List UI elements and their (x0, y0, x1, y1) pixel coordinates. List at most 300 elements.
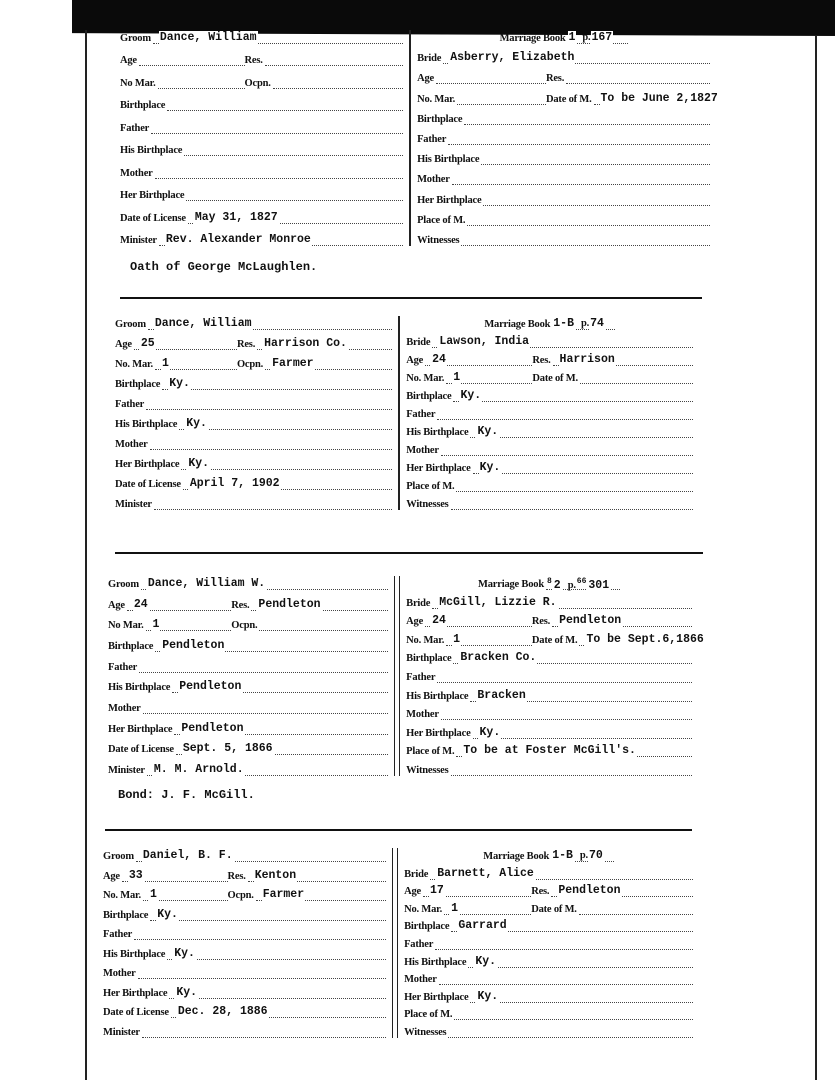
field-label: Date of License (103, 1007, 169, 1019)
bride-field-date-of-m (545, 91, 718, 105)
field-value: Dec. 28, 1886 (177, 1005, 268, 1019)
book-number: 2 (553, 578, 561, 592)
bride-field-row (406, 595, 692, 609)
marriage-book (483, 849, 614, 862)
dotted-leader (566, 71, 710, 84)
field-label: Father (406, 671, 436, 683)
dotted-leader (265, 357, 392, 370)
bride-field-row (404, 954, 693, 968)
bride-column (398, 848, 693, 1038)
field-label: Date of M. (545, 93, 592, 105)
dotted-leader (594, 91, 718, 105)
bride-field-row (406, 743, 692, 757)
field-label: Her Birthplace (417, 194, 482, 206)
dotted-leader (452, 172, 710, 185)
field-value: Daniel, B. F. (142, 849, 233, 862)
page-left-edge (85, 30, 87, 1080)
groom-field-row (103, 907, 386, 921)
dotted-leader (174, 722, 388, 735)
groom-field-row (120, 232, 403, 246)
dotted-leader (162, 377, 392, 390)
bride-field-her-birthplace (406, 461, 693, 474)
bride-field-row (406, 352, 693, 366)
field-label: Minister (115, 499, 152, 510)
groom-field-ocpn (245, 76, 404, 89)
field-label: Birthplace (115, 379, 161, 390)
bride-field-age (404, 884, 531, 897)
groom-field-groom (103, 849, 386, 862)
dotted-leader (181, 457, 392, 470)
field-label: Mother (108, 702, 141, 714)
field-label: Father (108, 661, 138, 673)
marriage-record-2 (115, 316, 693, 510)
field-value: 24 (432, 353, 446, 366)
dotted-leader (425, 614, 532, 627)
bride-field-row (406, 650, 692, 664)
bride-field-res (531, 884, 693, 897)
page-number: 167 (591, 31, 613, 44)
book-note: 8 (546, 577, 552, 586)
groom-field-row (108, 659, 388, 673)
field-label: His Birthplace (406, 427, 469, 438)
field-label: His Birthplace (108, 682, 171, 694)
dotted-leader (470, 425, 693, 438)
bride-field-row (406, 460, 693, 474)
dotted-leader (153, 31, 403, 44)
marriage-book-row (406, 576, 692, 590)
field-label: Place of M. (406, 481, 455, 492)
field-label: Father (406, 409, 436, 420)
field-label: Date of M. (532, 373, 578, 384)
groom-field-age (103, 869, 228, 882)
field-value: Ky. (157, 907, 178, 921)
field-value: 17 (430, 884, 444, 898)
bride-field-row (406, 688, 692, 702)
field-label: His Birthplace (103, 948, 166, 960)
field-value: Pendleton (258, 597, 321, 611)
field-label: Father (120, 122, 150, 134)
field-value: 33 (128, 868, 143, 882)
groom-field-row (120, 187, 403, 201)
field-label: Birthplace (120, 100, 166, 112)
field-label: Res. (231, 599, 250, 611)
field-label: Her Birthplace (406, 727, 471, 739)
field-label: Marriage Book (483, 851, 550, 862)
groom-field-age (120, 53, 245, 66)
groom-field-row (103, 926, 386, 940)
dotted-leader (136, 849, 386, 862)
field-label: Age (115, 339, 132, 350)
groom-field-date-of-license (108, 742, 388, 755)
field-value: May 31, 1827 (194, 210, 278, 224)
marriage-record-1 (120, 30, 718, 246)
page-note: 66 (576, 577, 587, 586)
dotted-leader (461, 233, 710, 246)
field-value: 1 (453, 371, 461, 384)
groom-field-row (120, 52, 403, 66)
bride-field-witnesses (404, 1025, 693, 1038)
field-value: Dance, William (154, 317, 252, 330)
groom-field-father (120, 121, 403, 134)
bride-field-row (417, 111, 710, 125)
field-label: Bride (417, 53, 442, 65)
dotted-leader (444, 902, 531, 915)
dotted-leader (143, 701, 389, 714)
dotted-leader (448, 1025, 693, 1038)
groom-field-row (108, 638, 388, 652)
field-value: M. M. Arnold. (153, 762, 244, 776)
bride-field-res (532, 614, 692, 627)
bride-field-row (417, 232, 710, 246)
groom-field-row (115, 316, 392, 330)
bride-field-father (406, 407, 693, 420)
groom-field-minister (120, 233, 403, 246)
groom-field-row (120, 210, 403, 224)
field-value: 1 (149, 888, 157, 902)
dotted-leader (251, 598, 388, 611)
groom-field-res (245, 53, 404, 66)
dotted-leader (139, 53, 245, 66)
field-label: Date of License (108, 744, 174, 756)
field-label: No. Mar. (115, 359, 153, 370)
field-value: Ky. (477, 989, 499, 1003)
bride-field-row (406, 334, 693, 348)
field-value: Pendleton (181, 721, 244, 735)
groom-field-res (228, 869, 387, 882)
bride-field-father (406, 670, 692, 683)
dotted-leader (155, 357, 237, 370)
field-value: Dance, William W. (147, 577, 266, 590)
field-value: Harrison (559, 353, 615, 366)
groom-field-row (103, 946, 386, 960)
field-value: Asberry, Elizabeth (450, 51, 575, 65)
field-label: Mother (404, 974, 437, 986)
dotted-leader (155, 639, 388, 652)
dotted-leader (141, 577, 388, 590)
groom-field-groom (120, 31, 403, 44)
bride-field-witnesses (406, 497, 693, 510)
groom-field-ocpn (237, 357, 392, 370)
bride-field-his-birthplace (406, 425, 693, 438)
field-label: Minister (120, 234, 157, 246)
field-label: Age (404, 886, 421, 898)
groom-field-groom (108, 577, 388, 590)
dotted-leader (446, 371, 532, 384)
field-value: Sept. 5, 1866 (182, 742, 273, 756)
dotted-leader (172, 680, 388, 693)
dotted-leader (454, 1007, 693, 1020)
dotted-leader (159, 233, 403, 246)
field-label: No Mar. (108, 620, 144, 632)
dotted-leader (483, 193, 710, 206)
field-value: Ky. (174, 946, 195, 960)
dotted-leader (464, 112, 710, 125)
dotted-leader (579, 902, 693, 915)
groom-column (103, 848, 392, 1038)
dotted-leader (451, 763, 693, 776)
bride-field-bride (404, 867, 693, 880)
bride-field-row (406, 406, 693, 420)
field-value: 24 (133, 597, 148, 611)
field-label: Witnesses (406, 764, 449, 776)
bride-field-his-birthplace (406, 689, 692, 702)
dotted-leader (457, 92, 546, 105)
field-label: Father (115, 399, 145, 410)
groom-field-row (115, 416, 392, 430)
bride-field-row (404, 901, 693, 915)
field-label: Witnesses (417, 234, 460, 246)
dotted-leader (148, 317, 392, 330)
dotted-leader (451, 919, 693, 932)
field-value: Harrison Co. (264, 337, 347, 350)
marriage-record-3 (108, 576, 704, 776)
groom-field-row (115, 456, 392, 470)
field-label: Birthplace (406, 653, 452, 665)
marriage-book-row (404, 848, 693, 862)
field-label: Res. (545, 73, 565, 85)
groom-field-row (120, 142, 403, 156)
dotted-leader (167, 947, 386, 960)
dotted-leader (456, 479, 693, 492)
groom-field-row (115, 396, 392, 410)
field-label: Ocpn. (236, 359, 264, 370)
bride-field-row (406, 442, 693, 456)
field-label: Minister (108, 764, 145, 776)
groom-field-no-mar (103, 888, 228, 901)
bride-field-row (404, 918, 693, 932)
groom-field-her-birthplace (115, 457, 392, 470)
groom-field-minister (103, 1025, 386, 1038)
field-label: Mother (406, 709, 439, 721)
bride-field-row (404, 989, 693, 1003)
dotted-leader (470, 990, 693, 1003)
field-label: No Mar. (120, 77, 156, 89)
bride-field-witnesses (417, 233, 710, 246)
field-value: Dance, William (159, 31, 257, 44)
field-value: Ky. (176, 985, 198, 999)
field-value: Bracken Co. (460, 651, 537, 665)
groom-field-mother (108, 701, 388, 714)
dotted-leader (425, 353, 532, 366)
bride-field-her-birthplace (404, 990, 693, 1003)
bride-field-row (417, 192, 710, 206)
field-label: Res. (531, 886, 550, 898)
book-number: 1 (568, 31, 576, 44)
dotted-leader (158, 76, 245, 89)
page-label: p. (580, 318, 590, 329)
bride-field-no-mar (406, 633, 532, 646)
dotted-leader (436, 71, 546, 84)
field-label: No. Mar. (417, 93, 456, 105)
groom-field-date-of-license (120, 211, 403, 224)
bride-field-father (404, 937, 693, 950)
dotted-leader (167, 98, 403, 111)
field-value: Pendleton (179, 680, 242, 694)
groom-field-father (115, 397, 392, 410)
bride-field-place-of-m (417, 213, 710, 226)
field-value: 1 (152, 618, 160, 632)
bride-field-row (406, 669, 692, 683)
groom-field-row (103, 868, 386, 882)
page-number: 74 (590, 317, 604, 330)
groom-field-row (103, 1024, 386, 1038)
marriage-book (478, 577, 620, 590)
groom-field-row (115, 496, 392, 510)
field-label: Her Birthplace (108, 723, 173, 735)
bride-field-row (406, 496, 693, 510)
field-value: Ky. (186, 417, 207, 430)
field-label: Res. (531, 616, 551, 628)
dotted-leader (256, 888, 386, 901)
field-label: His Birthplace (120, 145, 183, 157)
groom-field-row (115, 436, 392, 450)
bride-field-row (406, 706, 692, 720)
field-label: Place of M. (404, 1009, 453, 1021)
dotted-leader (423, 884, 531, 897)
field-label: His Birthplace (115, 419, 178, 430)
groom-field-minister (115, 497, 392, 510)
field-label: Place of M. (417, 214, 466, 226)
field-label: Mother (120, 167, 153, 179)
groom-field-row (120, 30, 403, 44)
dotted-leader (553, 353, 693, 366)
page-number: 70 (589, 849, 603, 862)
groom-field-birthplace (120, 98, 403, 111)
dotted-leader (138, 966, 386, 979)
groom-field-his-birthplace (115, 417, 392, 430)
bride-field-row (417, 212, 710, 226)
field-label: Father (404, 938, 434, 950)
dotted-leader (443, 51, 710, 64)
groom-field-row (120, 75, 403, 89)
field-label: Witnesses (406, 499, 449, 510)
dotted-leader (171, 1005, 386, 1018)
field-label: Birthplace (404, 921, 450, 933)
dotted-leader (451, 497, 693, 510)
bride-field-bride (406, 335, 693, 348)
dotted-leader (437, 407, 693, 420)
groom-field-his-birthplace (108, 680, 388, 693)
groom-field-birthplace (108, 639, 388, 652)
groom-field-row (108, 741, 388, 755)
bride-field-bride (417, 51, 710, 64)
field-label: Birthplace (103, 909, 149, 921)
groom-field-row (108, 597, 388, 611)
bride-field-her-birthplace (417, 193, 710, 206)
field-value: McGill, Lizzie R. (439, 595, 557, 609)
field-label: Res. (236, 339, 256, 350)
dotted-leader (150, 437, 393, 450)
marriage-book (500, 31, 628, 44)
bride-field-his-birthplace (404, 955, 693, 968)
field-label: No. Mar. (406, 373, 445, 384)
groom-field-no-mar (120, 76, 245, 89)
bride-field-birthplace (404, 919, 693, 932)
field-label: Ocpn. (244, 77, 271, 89)
bride-field-place-of-m (406, 479, 693, 492)
bride-field-row (417, 70, 710, 84)
groom-field-row (103, 848, 386, 862)
field-label: Mother (406, 445, 439, 456)
bride-field-no-mar (417, 92, 546, 105)
groom-field-row (108, 679, 388, 693)
groom-field-age (115, 337, 237, 350)
bride-field-row (404, 1024, 693, 1038)
page-label: p. (567, 579, 576, 591)
dotted-leader (179, 417, 392, 430)
field-label: Minister (103, 1026, 140, 1038)
bride-field-witnesses (406, 763, 692, 776)
field-value: 1 (453, 632, 461, 646)
bride-field-mother (404, 972, 693, 985)
dotted-leader (551, 849, 614, 862)
groom-field-row (103, 887, 386, 901)
record-separator (120, 297, 702, 299)
bride-field-row (417, 131, 710, 145)
bride-field-row (406, 424, 693, 438)
field-label: Bride (406, 337, 431, 348)
field-label: Father (103, 929, 133, 941)
field-label: No. Mar. (404, 903, 443, 915)
dotted-leader (552, 614, 692, 627)
bride-field-bride (406, 596, 692, 609)
bride-field-mother (406, 707, 692, 720)
book-number: 1-B (552, 849, 573, 862)
page-number: 301 (588, 578, 610, 592)
bride-field-place-of-m (404, 1007, 693, 1020)
page-label: p. (582, 32, 591, 43)
field-value: Ky. (477, 425, 499, 438)
bride-column (411, 30, 718, 246)
groom-field-row (115, 336, 392, 350)
dotted-leader (184, 143, 403, 156)
dotted-leader (273, 76, 403, 89)
field-label: His Birthplace (406, 690, 469, 702)
groom-field-groom (115, 317, 392, 330)
record-note-3: Bond: J. F. McGill. (118, 788, 255, 802)
groom-field-her-birthplace (103, 986, 386, 999)
field-value: April 7, 1902 (189, 477, 280, 490)
bride-field-row (417, 151, 710, 165)
dotted-leader (155, 166, 403, 179)
groom-field-his-birthplace (103, 947, 386, 960)
field-label: His Birthplace (417, 154, 480, 166)
groom-field-her-birthplace (108, 722, 388, 735)
groom-field-mother (103, 966, 386, 979)
groom-field-date-of-license (103, 1005, 386, 1018)
groom-field-res (231, 598, 388, 611)
field-label: Birthplace (108, 640, 154, 652)
field-label: Mother (103, 968, 136, 980)
dotted-leader (183, 477, 392, 490)
groom-column (115, 316, 398, 510)
groom-field-res (237, 337, 392, 350)
dotted-leader (257, 337, 392, 350)
bride-field-his-birthplace (417, 152, 710, 165)
bride-field-date-of-m (532, 371, 693, 384)
dotted-leader (248, 869, 386, 882)
dotted-leader (580, 371, 693, 384)
record-separator (115, 552, 703, 554)
field-label: Groom (115, 319, 146, 330)
field-value: To be at Foster McGill's. (463, 744, 636, 758)
bride-field-father (417, 132, 710, 145)
field-label: Date of License (115, 479, 181, 490)
bride-field-no-mar (406, 371, 532, 384)
field-label: Age (417, 73, 434, 85)
dotted-leader (453, 651, 692, 664)
marriage-book (484, 317, 615, 330)
